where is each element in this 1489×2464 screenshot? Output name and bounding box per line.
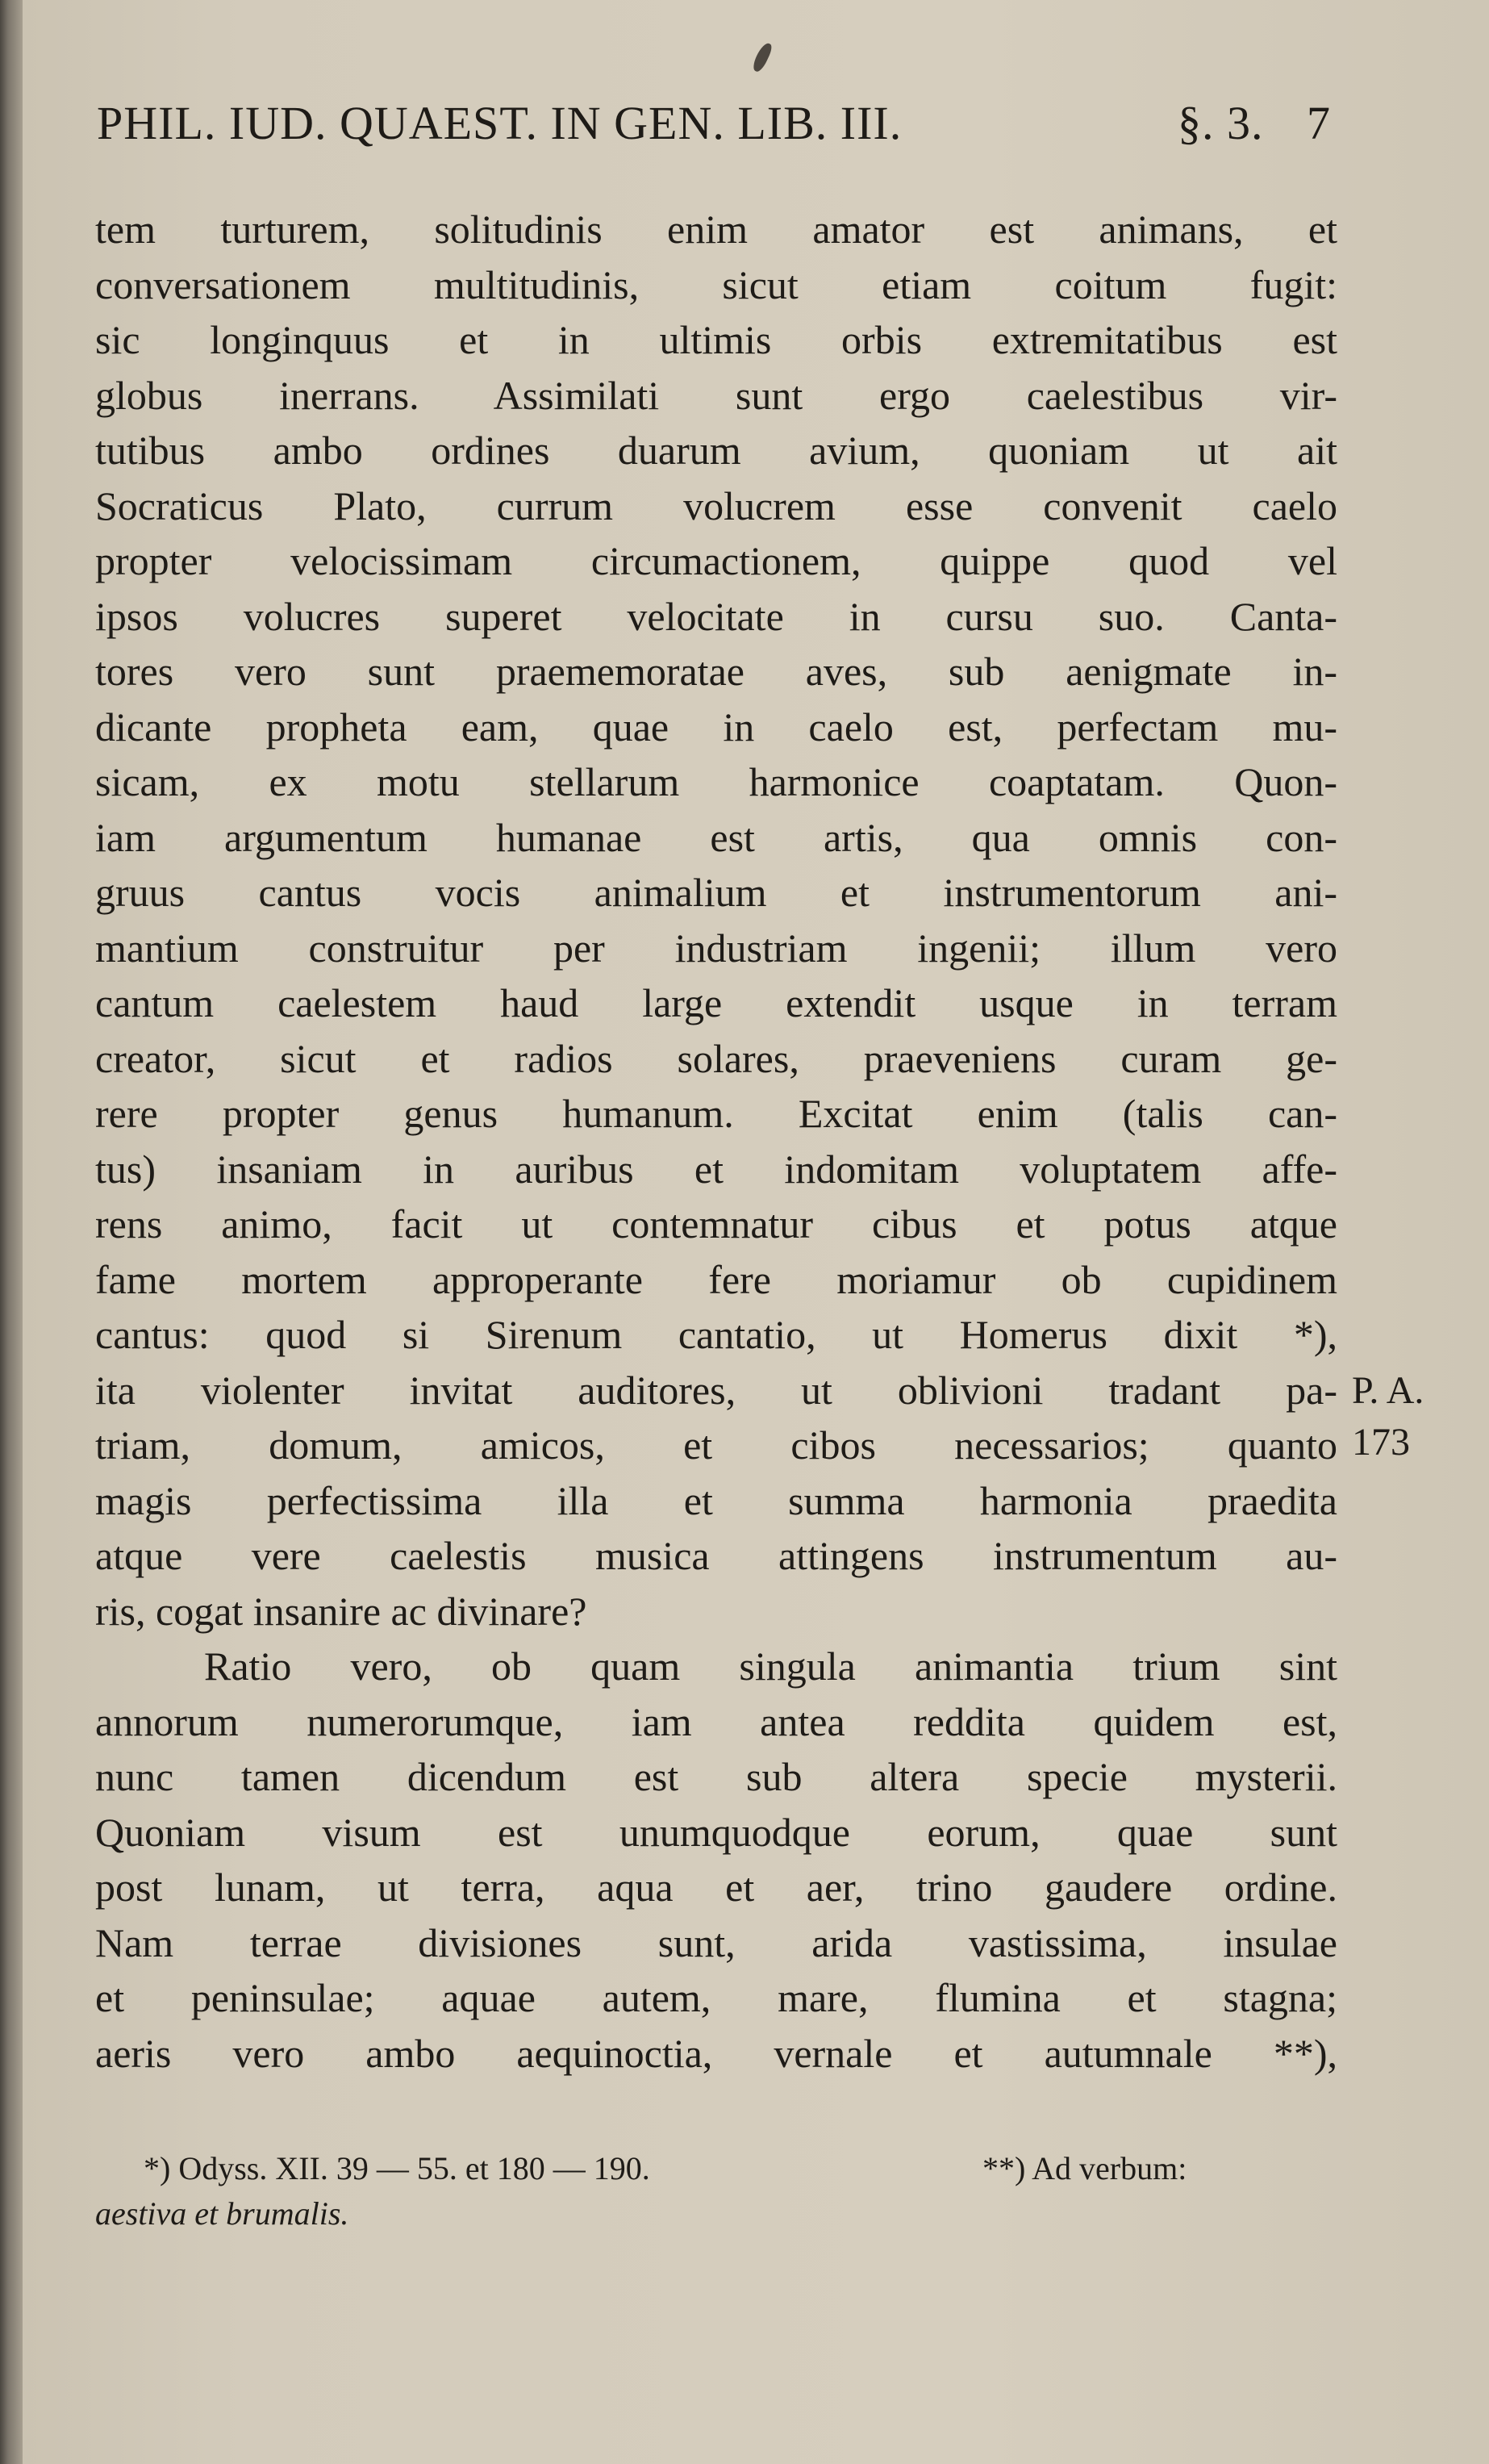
text-line: Socraticus Plato, currum volucrem esse convenit caelo [95,482,1337,528]
ink-blot [751,41,774,73]
page-number: 7 [1307,97,1331,149]
text-line: aeris vero ambo aequinoctia, vernale et autumnale **), [95,2030,1337,2076]
text-line: et peninsulae; aquae autem, mare, flumina et stagna; [95,1975,1337,2020]
text-line: conversationem multitudinis, sicut etiam coitum fugit: [95,261,1337,307]
text-line: creator, sicut et radios solares, praeveniens curam ge- [95,1035,1337,1081]
text-line: post lunam, ut terra, aqua et aer, trino gaudere ordine. [95,1865,1337,1910]
text-line: Nam terrae divisiones sunt, arida vastissima, insulae [95,1919,1337,1965]
text-line: rens animo, facit ut contemnatur cibus et potus atque [95,1201,1337,1247]
text-line: nunc tamen dicendum est sub altera specie mysterii. [95,1754,1337,1799]
text-line: globus inerrans. Assimilati sunt ergo caelestibus vir- [95,372,1337,418]
marginal-reference: P. A. [1352,1369,1424,1412]
binding-edge [0,0,23,2464]
text-line: gruus cantus vocis animalium et instrumentorum ani- [95,870,1337,915]
text-line: cantus: quod si Sirenum cantatio, ut Homerus dixit *), [95,1312,1337,1357]
running-head-title: PHIL. IUD. QUAEST. IN GEN. LIB. III. [97,97,903,149]
text-line: tem turturem, solitudinis enim amator est animans, et [95,207,1337,252]
text-line: triam, domum, amicos, et cibos necessarios; quanto [95,1422,1337,1468]
marginal-page-number: 173 [1352,1421,1410,1464]
text-line: ita violenter invitat auditores, ut oblivioni tradant pa- [95,1367,1337,1413]
text-line: sic longinquus et in ultimis orbis extremitatibus est [95,317,1337,362]
text-line-paragraph-start: Ratio vero, ob quam singula animantia trium sint [204,1643,1337,1689]
text-line: annorum numerorumque, iam antea reddita quidem est, [95,1698,1337,1744]
text-line: atque vere caelestis musica attingens instrumentum au- [95,1533,1337,1578]
text-line: mantium construitur per industriam ingenii; illum vero [95,925,1337,971]
text-line: fame mortem approperante fere moriamur ob cupidinem [95,1256,1337,1302]
footnotes [95,2146,1337,2236]
text-line: iam argumentum humanae est artis, qua omnis con- [95,814,1337,860]
text-line: ipsos volucres superet velocitate in cursu suo. Canta- [95,593,1337,639]
footnote-2-continuation: aestiva et brumalis. [95,2195,349,2232]
text-line: tutibus ambo ordines duarum avium, quoniam ut ait [95,428,1337,473]
text-line: tus) insaniam in auribus et indomitam voluptatem affe- [95,1146,1337,1192]
body-text [95,202,1337,2081]
text-line: ris, cogat insanire ac divinare? [95,1588,587,1634]
text-line: rere propter genus humanum. Excitat enim (talis can- [95,1091,1337,1136]
running-head [97,87,1339,160]
footnote-line [95,2146,1337,2191]
text-line: dicante propheta eam, quae in caelo est, perfectam mu- [95,704,1337,750]
footnote-2-start: **) Ad verbum: [982,2150,1187,2186]
text-line: magis perfectissima illa et summa harmonia praedita [95,1477,1337,1523]
text-line: tores vero sunt praememoratae aves, sub aenigmate in- [95,649,1337,694]
text-line: Quoniam visum est unumquodque eorum, quae sunt [95,1809,1337,1855]
footnote-1: *) Odyss. XII. 39 — 55. et 180 — 190. [144,2150,650,2186]
text-line: propter velocissimam circumactionem, quippe quod vel [95,538,1337,583]
text-line: sicam, ex motu stellarum harmonice coaptatam. Quon- [95,759,1337,804]
running-head-section: §. 3. [1178,97,1264,149]
text-line: cantum caelestem haud large extendit usque in terram [95,980,1337,1025]
